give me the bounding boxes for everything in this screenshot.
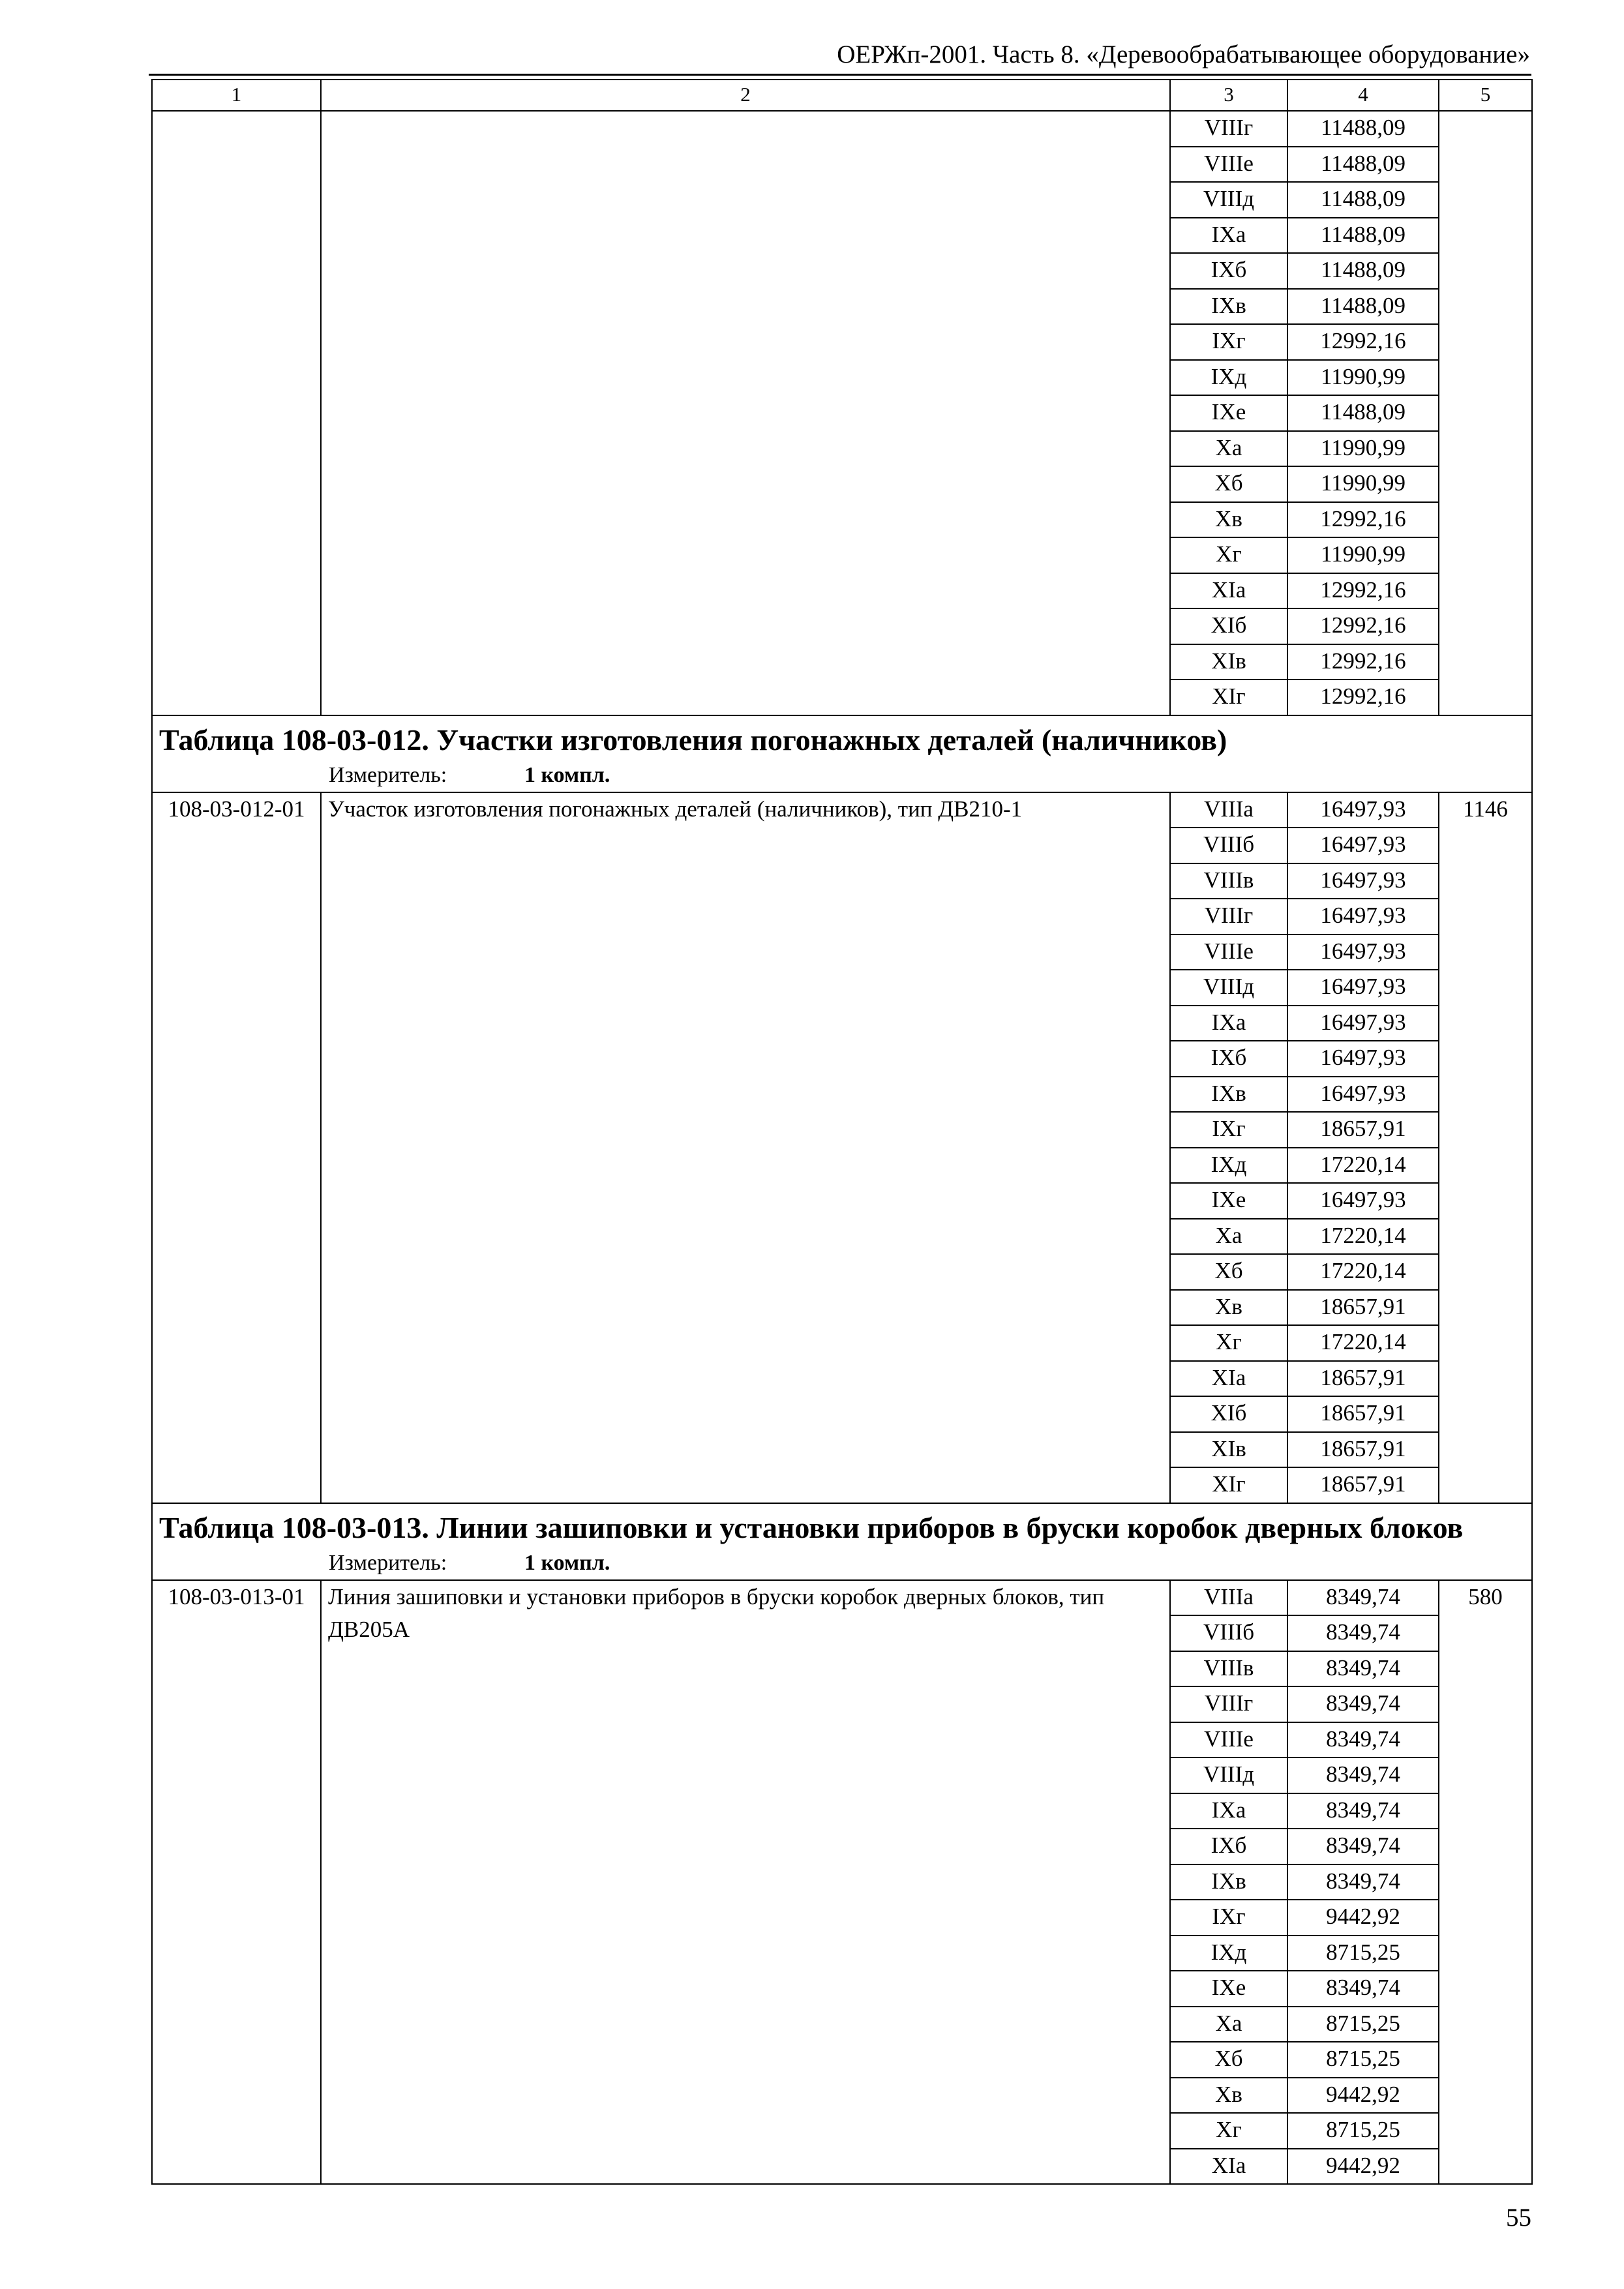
rate-cell: 8715,25: [1287, 1936, 1439, 1971]
zone-cell: XIв: [1170, 644, 1287, 680]
rate-cell: 11990,99: [1287, 537, 1439, 573]
table-row: [152, 111, 1532, 147]
rate-cell: 17220,14: [1287, 1254, 1439, 1290]
measure-label: Измеритель:: [329, 762, 447, 787]
rate-cell: 18657,91: [1287, 1112, 1439, 1148]
rate-cell: 18657,91: [1287, 1432, 1439, 1468]
code-cell: 108-03-012-01: [152, 792, 321, 1503]
zone-cell: IXб: [1170, 1041, 1287, 1077]
rate-cell: 17220,14: [1287, 1148, 1439, 1184]
rates-table: [151, 79, 1533, 2185]
rate-cell: 9442,92: [1287, 2149, 1439, 2185]
rate-cell: 8349,74: [1287, 1829, 1439, 1864]
rate-cell: 17220,14: [1287, 1219, 1439, 1255]
measure-value: 1 компл.: [524, 762, 610, 787]
column-header: 4: [1287, 80, 1439, 111]
description-cell: [321, 111, 1170, 715]
table-title: [152, 1503, 1532, 1580]
zone-cell: Xв: [1170, 502, 1287, 538]
rate-cell: 16497,93: [1287, 792, 1439, 828]
zone-cell: IXе: [1170, 395, 1287, 431]
zone-cell: VIIIб: [1170, 1615, 1287, 1651]
col5-cell: 580: [1439, 1580, 1532, 2185]
rate-cell: 11990,99: [1287, 431, 1439, 467]
zone-cell: Xб: [1170, 2042, 1287, 2078]
rate-cell: 16497,93: [1287, 1077, 1439, 1113]
zone-cell: IXг: [1170, 1900, 1287, 1936]
column-header-row: [152, 80, 1532, 111]
zone-cell: VIIIа: [1170, 792, 1287, 828]
zone-cell: VIIIв: [1170, 1651, 1287, 1687]
rate-cell: 12992,16: [1287, 573, 1439, 609]
column-header: 1: [152, 80, 321, 111]
zone-cell: IXв: [1170, 1077, 1287, 1113]
page-number: 55: [1506, 2204, 1531, 2232]
zone-cell: XIб: [1170, 1396, 1287, 1432]
rate-cell: 12992,16: [1287, 502, 1439, 538]
description-cell: Линия зашиповки и установки приборов в бруски коробок дверных блоков, тип ДВ205А: [321, 1580, 1170, 2185]
column-header: 5: [1439, 80, 1532, 111]
rate-cell: 18657,91: [1287, 1361, 1439, 1397]
zone-cell: Xб: [1170, 1254, 1287, 1290]
zone-cell: VIIIв: [1170, 863, 1287, 899]
rate-cell: 8349,74: [1287, 1793, 1439, 1829]
rate-cell: 16497,93: [1287, 970, 1439, 1006]
measure-label: Измеритель:: [329, 1550, 447, 1575]
rate-cell: 11488,09: [1287, 218, 1439, 254]
rate-cell: 8349,74: [1287, 1615, 1439, 1651]
zone-cell: Xг: [1170, 537, 1287, 573]
rate-cell: 9442,92: [1287, 1900, 1439, 1936]
rate-cell: 11488,09: [1287, 253, 1439, 289]
zone-cell: VIIIа: [1170, 1580, 1287, 1616]
table-title-text: Таблица 108-03-012. Участки изготовления погонажных деталей (наличников): [159, 723, 1227, 756]
zone-cell: IXг: [1170, 1112, 1287, 1148]
zone-cell: IXа: [1170, 1006, 1287, 1041]
rate-cell: 9442,92: [1287, 2078, 1439, 2114]
zone-cell: IXб: [1170, 1829, 1287, 1864]
rate-cell: 12992,16: [1287, 644, 1439, 680]
zone-cell: IXв: [1170, 289, 1287, 325]
zone-cell: VIIIд: [1170, 1758, 1287, 1793]
zone-cell: XIа: [1170, 573, 1287, 609]
zone-cell: Xа: [1170, 431, 1287, 467]
rate-cell: 8349,74: [1287, 1971, 1439, 2007]
zone-cell: IXд: [1170, 360, 1287, 396]
rate-cell: 16497,93: [1287, 828, 1439, 863]
rate-cell: 8349,74: [1287, 1580, 1439, 1616]
header-rule: [149, 74, 1531, 76]
rate-cell: 12992,16: [1287, 608, 1439, 644]
rate-cell: 11488,09: [1287, 182, 1439, 218]
zone-cell: VIIIе: [1170, 147, 1287, 183]
table-title-text: Таблица 108-03-013. Линии зашиповки и установки приборов в бруски коробок дверных блоков: [159, 1510, 1464, 1544]
rate-cell: 16497,93: [1287, 1041, 1439, 1077]
column-header: 2: [321, 80, 1170, 111]
table-title: [152, 715, 1532, 792]
zone-cell: IXв: [1170, 1864, 1287, 1900]
table-title-row: [152, 715, 1532, 792]
zone-cell: XIа: [1170, 1361, 1287, 1397]
zone-cell: XIа: [1170, 2149, 1287, 2185]
measure-value: 1 компл.: [524, 1550, 610, 1575]
rate-cell: 16497,93: [1287, 1006, 1439, 1041]
col5-cell: [1439, 111, 1532, 715]
rate-cell: 16497,93: [1287, 863, 1439, 899]
table-title-row: [152, 1503, 1532, 1580]
zone-cell: IXе: [1170, 1971, 1287, 2007]
rate-cell: 18657,91: [1287, 1467, 1439, 1503]
zone-cell: Xа: [1170, 2007, 1287, 2042]
rate-cell: 8715,25: [1287, 2042, 1439, 2078]
zone-cell: IXе: [1170, 1183, 1287, 1219]
zone-cell: XIг: [1170, 1467, 1287, 1503]
code-cell: 108-03-013-01: [152, 1580, 321, 2185]
zone-cell: VIIIд: [1170, 182, 1287, 218]
zone-cell: XIб: [1170, 608, 1287, 644]
zone-cell: IXб: [1170, 253, 1287, 289]
zone-cell: VIIIе: [1170, 935, 1287, 970]
zone-cell: VIIIб: [1170, 828, 1287, 863]
description-cell: Участок изготовления погонажных деталей (наличников), тип ДВ210-1: [321, 792, 1170, 1503]
col5-cell: 1146: [1439, 792, 1532, 1503]
rate-cell: 16497,93: [1287, 935, 1439, 970]
rate-cell: 11488,09: [1287, 289, 1439, 325]
rate-cell: 8349,74: [1287, 1686, 1439, 1722]
zone-cell: Xа: [1170, 1219, 1287, 1255]
rate-cell: 12992,16: [1287, 324, 1439, 360]
rate-cell: 16497,93: [1287, 899, 1439, 935]
rate-cell: 11990,99: [1287, 466, 1439, 502]
zone-cell: Xв: [1170, 2078, 1287, 2114]
zone-cell: Xв: [1170, 1290, 1287, 1326]
zone-cell: VIIIг: [1170, 111, 1287, 147]
zone-cell: IXа: [1170, 218, 1287, 254]
zone-cell: Xг: [1170, 2113, 1287, 2149]
zone-cell: Xг: [1170, 1325, 1287, 1361]
rate-cell: 18657,91: [1287, 1396, 1439, 1432]
table-row: [152, 792, 1532, 828]
zone-cell: IXа: [1170, 1793, 1287, 1829]
rate-cell: 8715,25: [1287, 2007, 1439, 2042]
rate-cell: 11488,09: [1287, 111, 1439, 147]
zone-cell: VIIIг: [1170, 899, 1287, 935]
rate-cell: 12992,16: [1287, 680, 1439, 715]
measure-line: [159, 759, 1525, 792]
rate-cell: 8349,74: [1287, 1651, 1439, 1687]
rate-cell: 16497,93: [1287, 1183, 1439, 1219]
rate-cell: 17220,14: [1287, 1325, 1439, 1361]
zone-cell: IXд: [1170, 1936, 1287, 1971]
rate-cell: 8349,74: [1287, 1758, 1439, 1793]
table-row: [152, 1580, 1532, 1616]
zone-cell: IXд: [1170, 1148, 1287, 1184]
rate-cell: 8349,74: [1287, 1864, 1439, 1900]
rates-table-body: [152, 80, 1532, 2184]
rate-cell: 8349,74: [1287, 1722, 1439, 1758]
zone-cell: VIIIг: [1170, 1686, 1287, 1722]
rate-cell: 11488,09: [1287, 147, 1439, 183]
rate-cell: 11488,09: [1287, 395, 1439, 431]
page-header: ОЕРЖп-2001. Часть 8. «Деревообрабатывающее оборудование»: [837, 40, 1530, 68]
rate-cell: 18657,91: [1287, 1290, 1439, 1326]
zone-cell: VIIIе: [1170, 1722, 1287, 1758]
zone-cell: XIг: [1170, 680, 1287, 715]
zone-cell: Xб: [1170, 466, 1287, 502]
rate-cell: 11990,99: [1287, 360, 1439, 396]
column-header: 3: [1170, 80, 1287, 111]
measure-line: [159, 1547, 1525, 1579]
code-cell: [152, 111, 321, 715]
zone-cell: VIIIд: [1170, 970, 1287, 1006]
zone-cell: XIв: [1170, 1432, 1287, 1468]
zone-cell: IXг: [1170, 324, 1287, 360]
rate-cell: 8715,25: [1287, 2113, 1439, 2149]
